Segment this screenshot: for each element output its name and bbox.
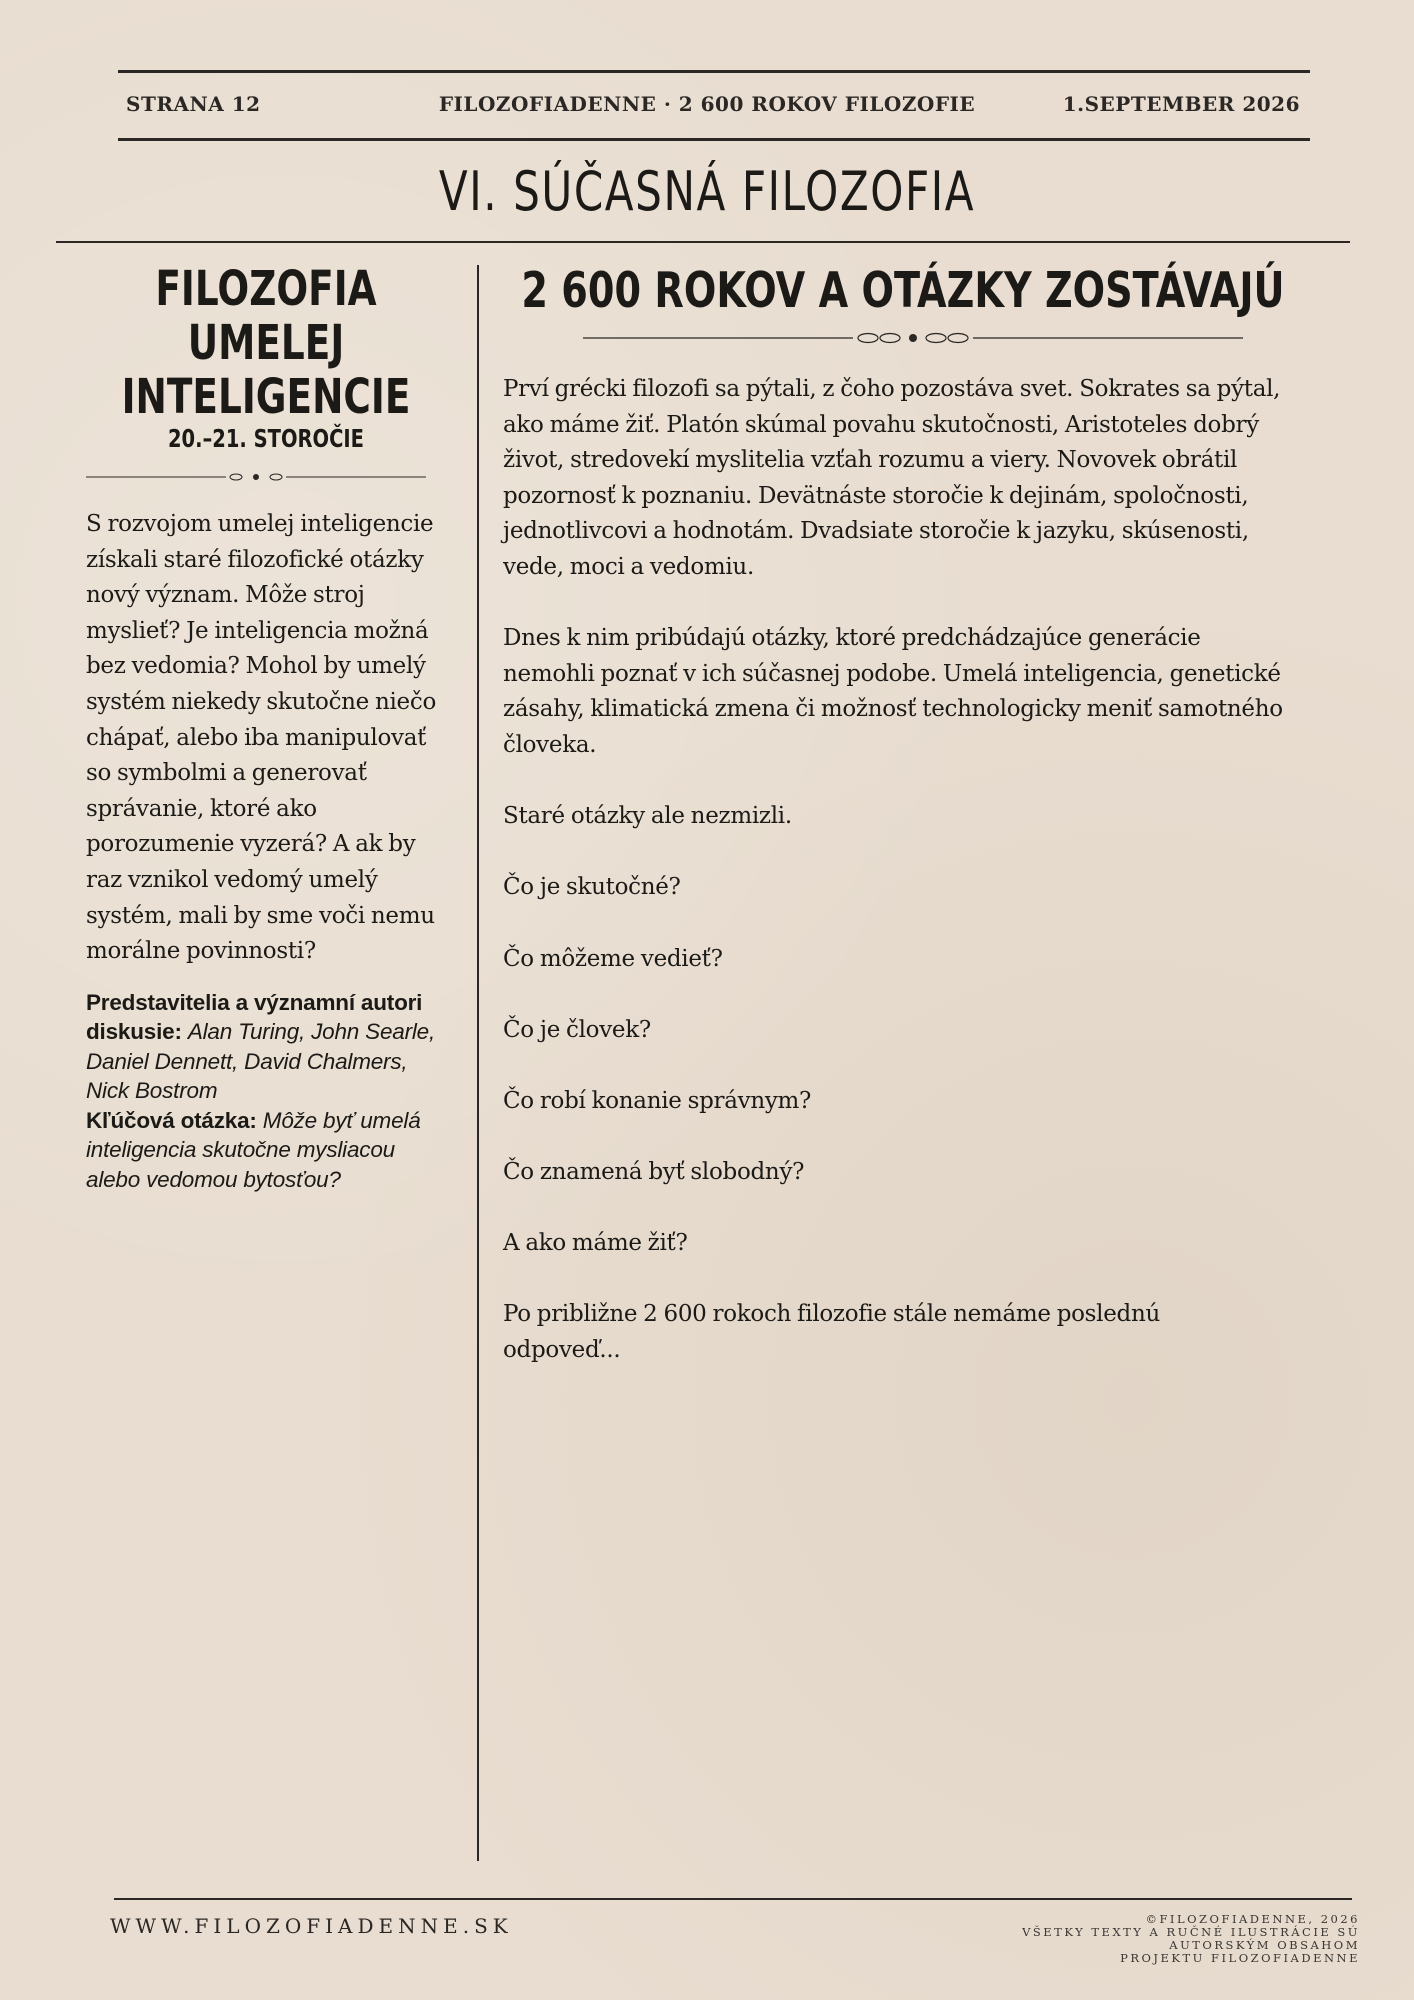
copyright-line: VŠETKY TEXTY A RUČNÉ ILUSTRÁCIE SÚ [1022, 1925, 1360, 1939]
left-title-line1: FILOZOFIA UMELEJ [155, 261, 377, 371]
representatives [86, 988, 446, 1106]
paragraph: Dnes k nim pribúdajú otázky, ktoré predchádzajúce generácie nemohli poznať v ich súčasnej podobe. Umelá inteligencia, genetické zásahy, klimatická zmena či možnosť technologicky meniť samotného človeka. [503, 625, 1283, 758]
left-column [86, 262, 446, 1194]
header-bottom-rule [118, 138, 1310, 141]
question: Čo je skutočné? [503, 874, 681, 901]
issue-date: 1.SEPTEMBER 2026 [1062, 92, 1300, 116]
left-article-title [102, 262, 430, 424]
page-number: STRANA 12 [126, 92, 261, 116]
footer-rule [114, 1898, 1352, 1900]
footer-copyright [1022, 1913, 1360, 1965]
question: Čo je človek? [503, 1016, 651, 1043]
paragraph: Staré otázky ale nezmizli. [503, 803, 792, 830]
key-question-label: Kľúčová otázka: [86, 1107, 257, 1133]
copyright-line: ©FILOZOFIADENNE, 2026 [1145, 1912, 1360, 1926]
copyright-line: PROJEKTU FILOZOFIADENNE [1120, 1951, 1360, 1965]
left-title-line2: INTELIGENCIE [121, 369, 411, 425]
column-divider [477, 265, 479, 1861]
publication-name: FILOZOFIADENNE · 2 600 ROKOV FILOZOFIE [438, 92, 976, 116]
section-rule [56, 241, 1350, 243]
representatives-list: Alan Turing, John Searle, Daniel Dennett, David Chalmers, Nick Bostrom [86, 1019, 436, 1104]
left-article-info [86, 988, 446, 1195]
small-ornament-divider [86, 471, 426, 483]
representatives-label: Predstavitelia a významní autori diskusie: [86, 989, 423, 1045]
question: Čo znamená byť slobodný? [503, 1159, 805, 1186]
right-article-title: 2 600 ROKOV A OTÁZKY ZOSTÁVAJÚ [521, 262, 1285, 319]
right-column [503, 262, 1283, 1369]
closing-paragraph: Po približne 2 600 rokoch filozofie stále nemáme poslednú odpoveď... [503, 1301, 1160, 1364]
question: A ako máme žiť? [503, 1230, 688, 1257]
left-article-period: 20.–21. STOROČIE [167, 424, 365, 453]
question: Čo robí konanie správnym? [503, 1087, 812, 1114]
paragraph: Prví grécki filozofi sa pýtali, z čoho pozostáva svet. Sokrates sa pýtal, ako máme žiť. Platón skúmal povahu skutočnosti, Aristoteles dobrý život, stredovekí myslitelia vzťah rozumu a viery. Novovek obrátil pozornosť k poznaniu. Devätnáste storočie k dejinám, spoločnosti, jednotlivcovi a hodnotám. Dvadsiate storočie k jazyku, skúsenosti, vede, moci a vedomiu. [503, 376, 1281, 580]
ornament-divider [583, 330, 1243, 346]
footer-website-link[interactable]: WWW.FILOZOFIADENNE.SK [110, 1914, 513, 1938]
question: Čo môžeme vedieť? [503, 945, 723, 972]
section-title: VI. SÚČASNÁ FILOZOFIA [438, 160, 976, 223]
left-article-body: S rozvojom umelej inteligencie získali staré filozofické otázky nový význam. Môže stroj myslieť? Je inteligencia možná bez vedomia? Mohol by umelý systém niekedy skutočne niečo chápať, alebo iba manipulovať so symbolmi a generovať správanie, ktoré ako porozumenie vyzerá? A ak by raz vznikol vedomý umelý systém, mali by sme voči nemu morálne povinnosti? [86, 511, 437, 965]
copyright-line: AUTORSKÝM OBSAHOM [1169, 1938, 1360, 1952]
key-question-text: Môže byť umelá inteligencia skutočne mysliacou alebo vedomou bytosťou? [86, 1107, 421, 1192]
right-article-body [503, 372, 1283, 1369]
key-question [86, 1106, 446, 1195]
header-top-rule [118, 70, 1310, 73]
